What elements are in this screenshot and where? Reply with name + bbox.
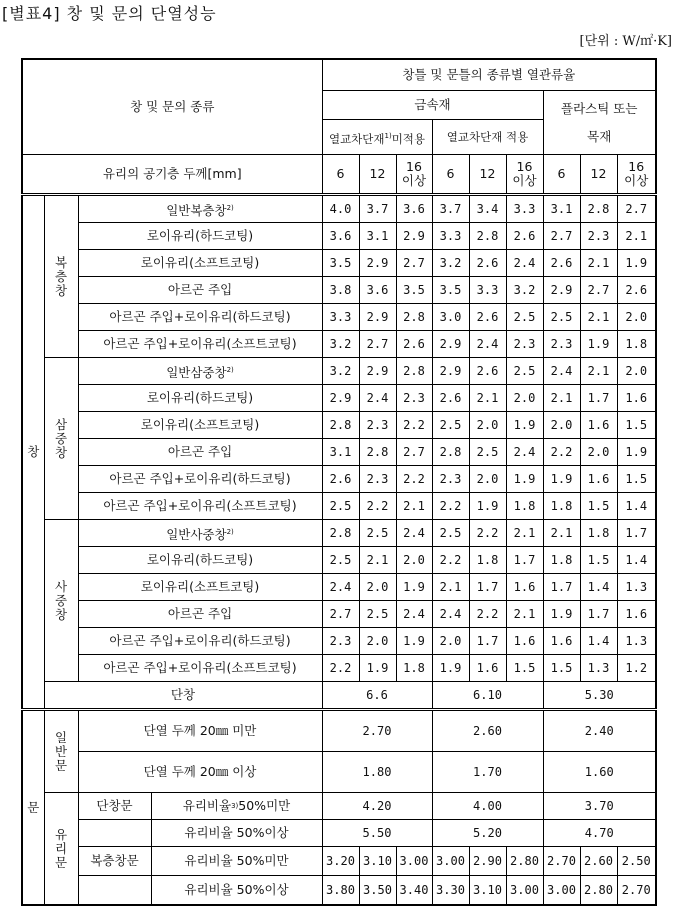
value-cell: 1.6: [506, 574, 543, 601]
row-label: 로이유리(하드코팅): [78, 223, 322, 250]
value-cell: 1.5: [617, 412, 656, 439]
group-label: 복 층 창: [44, 195, 78, 358]
value-cell: 2.1: [617, 223, 656, 250]
value-cell: 3.80: [322, 876, 359, 906]
value-cell: 1.9: [506, 412, 543, 439]
value-cell: 3.20: [322, 847, 359, 876]
table-row: [22, 820, 656, 847]
value-cell: 1.9: [543, 466, 580, 493]
value-cell: 1.9: [617, 439, 656, 466]
general-door-label: 일 반 문: [44, 710, 78, 793]
value-cell: 1.4: [617, 547, 656, 574]
table-row: [22, 439, 656, 466]
value-cell: 1.7: [617, 520, 656, 547]
value-cell: 3.1: [359, 223, 396, 250]
value-cell: 2.5: [322, 493, 359, 520]
value-cell: 2.70: [543, 847, 580, 876]
value-cell: 3.30: [432, 876, 469, 906]
value-cell: 2.50: [617, 847, 656, 876]
value-cell: 2.3: [543, 331, 580, 358]
value-cell: 2.3: [396, 385, 432, 412]
row-label: 로이유리(소프트코팅): [78, 574, 322, 601]
value-cell: 2.9: [396, 223, 432, 250]
row-label: 일반사중창$^{2)}$: [78, 520, 322, 547]
value-cell: 2.60: [580, 847, 617, 876]
value-cell: 2.1: [580, 304, 617, 331]
value-cell: 1.2: [617, 655, 656, 682]
value-cell: 2.5: [432, 412, 469, 439]
value-cell: 2.5: [543, 304, 580, 331]
value-cell: 1.70: [432, 752, 543, 793]
value-cell: 1.6: [469, 655, 506, 682]
value-cell: 3.5: [322, 250, 359, 277]
table-row: [22, 710, 656, 752]
value-cell: 3.8: [322, 277, 359, 304]
insulation-table: [21, 58, 657, 906]
value-cell: 1.4: [580, 628, 617, 655]
value-cell: 3.6: [322, 223, 359, 250]
value-cell: 6.6: [322, 682, 432, 710]
row-label: 아르곤 주입+로이유리(하드코팅): [78, 466, 322, 493]
value-cell: 2.9: [359, 250, 396, 277]
value-cell: 1.6: [580, 466, 617, 493]
group-label: 삼 중 창: [44, 358, 78, 520]
row-label: 로이유리(하드코팅): [78, 385, 322, 412]
table-row: [22, 682, 656, 710]
category-window: 창: [22, 195, 44, 710]
value-cell: 3.2: [432, 250, 469, 277]
table-row: [22, 466, 656, 493]
value-cell: 1.7: [469, 574, 506, 601]
value-cell: 2.3: [506, 331, 543, 358]
double-door-label: [79, 876, 151, 904]
table-row: [22, 223, 656, 250]
glass-door-label: 유 리 문: [44, 793, 78, 906]
value-cell: 2.6: [322, 466, 359, 493]
value-cell: 2.3: [322, 628, 359, 655]
value-cell: 2.7: [396, 250, 432, 277]
gap-value: 6: [543, 155, 580, 195]
value-cell: 2.3: [359, 412, 396, 439]
row-label: 아르곤 주입+로이유리(하드코팅): [78, 628, 322, 655]
value-cell: 2.6: [617, 277, 656, 304]
thermal-break-no-header: 열교차단재$^{1)}$미적용: [322, 120, 432, 155]
row-label: 일반복층창$^{2)}$: [78, 195, 322, 223]
value-cell: 2.1: [543, 385, 580, 412]
category-door: 문: [22, 710, 44, 906]
value-cell: 3.3: [432, 223, 469, 250]
value-cell: 2.4: [543, 358, 580, 385]
gap-value: 16 이상: [396, 155, 432, 195]
value-cell: 2.90: [469, 847, 506, 876]
value-cell: 3.1: [543, 195, 580, 223]
value-cell: 3.00: [432, 847, 469, 876]
value-cell: 2.4: [396, 520, 432, 547]
value-cell: 3.2: [322, 358, 359, 385]
value-cell: 2.1: [469, 385, 506, 412]
value-cell: 1.3: [617, 574, 656, 601]
value-cell: 2.6: [469, 304, 506, 331]
value-cell: 1.4: [617, 493, 656, 520]
value-cell: 6.10: [432, 682, 543, 710]
value-cell: 2.0: [543, 412, 580, 439]
value-cell: 2.3: [580, 223, 617, 250]
type-header: 창 및 문의 종류: [22, 59, 322, 155]
value-cell: 1.60: [543, 752, 656, 793]
value-cell: 2.2: [469, 601, 506, 628]
row-label: 아르곤 주입+로이유리(하드코팅): [78, 304, 322, 331]
value-cell: 1.9: [617, 250, 656, 277]
value-cell: 1.9: [469, 493, 506, 520]
row-label: 로이유리(하드코팅): [78, 547, 322, 574]
value-cell: 1.9: [359, 655, 396, 682]
value-cell: 2.4: [322, 574, 359, 601]
row-label: 아르곤 주입+로이유리(소프트코팅): [78, 493, 322, 520]
value-cell: 2.8: [580, 195, 617, 223]
value-cell: 2.70: [617, 876, 656, 906]
value-cell: 1.5: [580, 547, 617, 574]
value-cell: 2.3: [359, 466, 396, 493]
value-cell: 2.0: [617, 358, 656, 385]
value-cell: 2.2: [543, 439, 580, 466]
value-cell: 2.8: [396, 358, 432, 385]
gap-value: 12: [580, 155, 617, 195]
value-cell: 1.7: [580, 385, 617, 412]
row-label: 단열 두께 20㎜ 미만: [78, 710, 322, 752]
value-cell: 2.0: [359, 574, 396, 601]
value-cell: 3.2: [322, 331, 359, 358]
value-cell: 3.00: [506, 876, 543, 906]
table-row: [22, 155, 656, 195]
value-cell: 1.4: [580, 574, 617, 601]
value-cell: 1.5: [543, 655, 580, 682]
value-cell: 2.5: [432, 520, 469, 547]
value-cell: 2.5: [506, 304, 543, 331]
value-cell: 3.7: [359, 195, 396, 223]
value-cell: 2.1: [396, 493, 432, 520]
value-cell: 2.6: [469, 358, 506, 385]
value-cell: 2.8: [396, 304, 432, 331]
value-cell: 2.7: [580, 277, 617, 304]
value-cell: 1.7: [469, 628, 506, 655]
table-row: [22, 793, 656, 820]
value-cell: 3.00: [396, 847, 432, 876]
value-cell: 5.30: [543, 682, 656, 710]
value-cell: 2.5: [469, 439, 506, 466]
value-cell: 2.80: [506, 847, 543, 876]
value-cell: 3.10: [359, 847, 396, 876]
value-cell: 2.9: [322, 385, 359, 412]
value-cell: 2.2: [322, 655, 359, 682]
value-cell: 2.2: [396, 412, 432, 439]
value-cell: 3.0: [432, 304, 469, 331]
value-cell: 2.8: [322, 412, 359, 439]
value-cell: 2.7: [322, 601, 359, 628]
row-label: 아르곤 주입+로이유리(소프트코팅): [78, 331, 322, 358]
value-cell: 3.5: [432, 277, 469, 304]
value-cell: 2.6: [506, 223, 543, 250]
value-cell: 3.5: [396, 277, 432, 304]
row-label: 아르곤 주입: [78, 277, 322, 304]
value-cell: 2.7: [359, 331, 396, 358]
value-cell: 1.80: [322, 752, 432, 793]
plastic-header: 플라스틱 또는 목재: [543, 91, 656, 155]
value-cell: 2.2: [469, 520, 506, 547]
value-cell: 1.6: [580, 412, 617, 439]
value-cell: 2.40: [543, 710, 656, 752]
value-cell: 2.0: [359, 628, 396, 655]
value-cell: 2.4: [506, 439, 543, 466]
value-cell: 3.40: [396, 876, 432, 906]
value-cell: 2.4: [396, 601, 432, 628]
value-cell: 4.70: [543, 820, 656, 847]
value-cell: 1.6: [506, 628, 543, 655]
group-header: 창틀 및 문틀의 종류별 열관류율: [322, 59, 656, 91]
unit-label: [단위 : W/㎡·K]: [579, 34, 672, 49]
value-cell: 1.7: [543, 574, 580, 601]
value-cell: 3.6: [396, 195, 432, 223]
value-cell: 2.1: [506, 520, 543, 547]
value-cell: 2.4: [359, 385, 396, 412]
value-cell: 2.2: [432, 493, 469, 520]
value-cell: 2.2: [359, 493, 396, 520]
table-row: [22, 412, 656, 439]
value-cell: 1.8: [506, 493, 543, 520]
value-cell: 1.5: [617, 466, 656, 493]
value-cell: 2.1: [543, 520, 580, 547]
value-cell: 2.8: [432, 439, 469, 466]
row-label: 단창문 유리비율 3) 50%미만: [78, 793, 322, 820]
value-cell: 2.5: [506, 358, 543, 385]
value-cell: 2.1: [359, 547, 396, 574]
value-cell: 2.8: [359, 439, 396, 466]
gap-value: 12: [469, 155, 506, 195]
value-cell: 2.6: [396, 331, 432, 358]
table-row: [22, 277, 656, 304]
page-title: [별표4] 창 및 문의 단열성능: [2, 4, 217, 23]
value-cell: 5.50: [322, 820, 432, 847]
value-cell: 1.8: [543, 493, 580, 520]
value-cell: 2.0: [432, 628, 469, 655]
value-cell: 1.9: [580, 331, 617, 358]
value-cell: 2.1: [580, 358, 617, 385]
value-cell: 3.00: [543, 876, 580, 906]
value-cell: 2.2: [432, 547, 469, 574]
row-label: 로이유리(소프트코팅): [78, 412, 322, 439]
value-cell: 1.7: [506, 547, 543, 574]
row-label: 유리비율 50%이상: [78, 876, 322, 906]
value-cell: 1.9: [432, 655, 469, 682]
value-cell: 4.00: [432, 793, 543, 820]
value-cell: 2.7: [617, 195, 656, 223]
thermal-break-yes-header: 열교차단재 적용: [432, 120, 543, 155]
table-row: [22, 574, 656, 601]
value-cell: 3.50: [359, 876, 396, 906]
value-cell: 2.1: [432, 574, 469, 601]
row-label: 아르곤 주입: [78, 601, 322, 628]
table-row: [22, 876, 656, 906]
value-cell: 5.20: [432, 820, 543, 847]
value-cell: 2.1: [506, 601, 543, 628]
value-cell: 3.1: [322, 439, 359, 466]
value-cell: 1.8: [580, 520, 617, 547]
value-cell: 2.0: [469, 412, 506, 439]
value-cell: 3.7: [432, 195, 469, 223]
value-cell: 2.4: [432, 601, 469, 628]
value-cell: 2.5: [322, 547, 359, 574]
value-cell: 2.6: [469, 250, 506, 277]
table-row: [22, 547, 656, 574]
value-cell: 2.0: [469, 466, 506, 493]
value-cell: 3.10: [469, 876, 506, 906]
value-cell: 4.20: [322, 793, 432, 820]
row-label: 단열 두께 20㎜ 이상: [78, 752, 322, 793]
table-row: [22, 250, 656, 277]
value-cell: 1.6: [543, 628, 580, 655]
table-row: [22, 520, 656, 547]
value-cell: 2.9: [432, 358, 469, 385]
row-label: 유리비율 50%이상: [78, 820, 322, 847]
value-cell: 3.70: [543, 793, 656, 820]
double-door-label: 복층창문: [90, 853, 139, 868]
value-cell: 2.8: [469, 223, 506, 250]
value-cell: 1.8: [617, 331, 656, 358]
row-label: 아르곤 주입+로이유리(소프트코팅): [78, 655, 322, 682]
value-cell: 2.8: [322, 520, 359, 547]
table-row: [22, 493, 656, 520]
value-cell: 2.2: [396, 466, 432, 493]
value-cell: 1.3: [617, 628, 656, 655]
value-cell: 1.8: [543, 547, 580, 574]
value-cell: 1.5: [580, 493, 617, 520]
gap-value: 6: [322, 155, 359, 195]
gap-value: 16 이상: [617, 155, 656, 195]
table-row: [22, 59, 656, 91]
value-cell: 1.8: [469, 547, 506, 574]
value-cell: 1.6: [617, 601, 656, 628]
gap-value: 16 이상: [506, 155, 543, 195]
value-cell: 2.4: [506, 250, 543, 277]
row-label: 아르곤 주입: [78, 439, 322, 466]
value-cell: 2.5: [359, 601, 396, 628]
value-cell: 2.80: [580, 876, 617, 906]
value-cell: 3.2: [506, 277, 543, 304]
gap-value: 6: [432, 155, 469, 195]
table-row: [22, 847, 656, 876]
single-window-label: 단창: [44, 682, 322, 710]
row-label: 로이유리(소프트코팅): [78, 250, 322, 277]
value-cell: 2.9: [432, 331, 469, 358]
value-cell: 3.6: [359, 277, 396, 304]
value-cell: 2.5: [359, 520, 396, 547]
value-cell: 3.4: [469, 195, 506, 223]
value-cell: 2.0: [580, 439, 617, 466]
value-cell: 2.6: [543, 250, 580, 277]
table-row: [22, 655, 656, 682]
value-cell: 2.3: [432, 466, 469, 493]
row-label: 일반삼중창$^{2)}$: [78, 358, 322, 385]
value-cell: 1.9: [396, 574, 432, 601]
value-cell: 1.9: [396, 628, 432, 655]
value-cell: 2.0: [396, 547, 432, 574]
value-cell: 3.3: [506, 195, 543, 223]
value-cell: 1.5: [506, 655, 543, 682]
gap-value: 12: [359, 155, 396, 195]
value-cell: 2.9: [543, 277, 580, 304]
table-row: [22, 601, 656, 628]
value-cell: 2.4: [469, 331, 506, 358]
table-row: [22, 304, 656, 331]
table-row: [22, 195, 656, 223]
value-cell: 2.70: [322, 710, 432, 752]
value-cell: 1.9: [543, 601, 580, 628]
value-cell: 2.6: [432, 385, 469, 412]
value-cell: 4.0: [322, 195, 359, 223]
value-cell: 1.3: [580, 655, 617, 682]
value-cell: 2.9: [359, 358, 396, 385]
value-cell: 2.1: [580, 250, 617, 277]
single-door-label: [79, 820, 151, 846]
value-cell: 2.0: [617, 304, 656, 331]
table-row: [22, 752, 656, 793]
value-cell: 3.3: [469, 277, 506, 304]
value-cell: 2.60: [432, 710, 543, 752]
table-row: [22, 358, 656, 385]
metal-header: 금속재: [322, 91, 543, 120]
value-cell: 3.3: [322, 304, 359, 331]
value-cell: 1.7: [580, 601, 617, 628]
group-label: 사 중 창: [44, 520, 78, 682]
value-cell: 1.8: [396, 655, 432, 682]
value-cell: 2.7: [396, 439, 432, 466]
single-door-label: 단창문: [96, 798, 133, 813]
table-row: [22, 628, 656, 655]
value-cell: 2.7: [543, 223, 580, 250]
value-cell: 1.9: [506, 466, 543, 493]
value-cell: 2.0: [506, 385, 543, 412]
row-label: 복층창문 유리비율 50%미만: [78, 847, 322, 876]
value-cell: 1.6: [617, 385, 656, 412]
table-row: [22, 385, 656, 412]
table-row: [22, 331, 656, 358]
value-cell: 2.9: [359, 304, 396, 331]
gap-label: 유리의 공기층 두께[mm]: [22, 155, 322, 195]
